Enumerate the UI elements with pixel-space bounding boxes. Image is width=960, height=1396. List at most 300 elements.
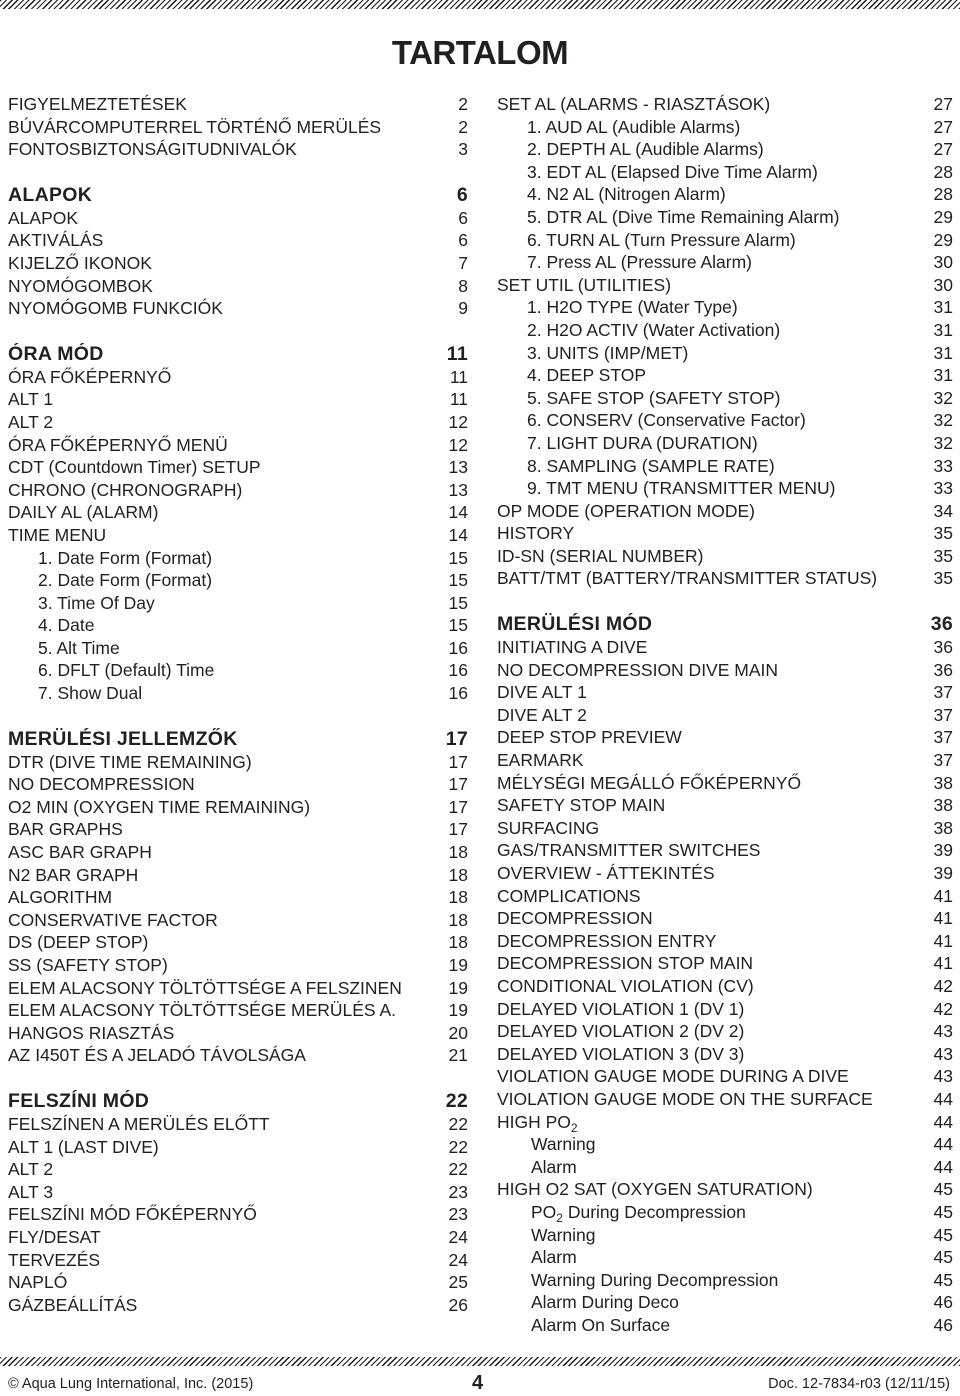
toc-entry-page-number: 15: [448, 615, 468, 636]
toc-entry[interactable]: [497, 1133, 953, 1156]
toc-entry-page-number: 16: [448, 660, 468, 681]
toc-entry-label: [8, 138, 297, 161]
toc-entry-label: [497, 704, 587, 727]
toc-entry[interactable]: [497, 1065, 953, 1088]
toc-entry-label-text: ALT 3: [8, 1181, 54, 1202]
toc-entry-label: [497, 455, 775, 478]
toc-entry[interactable]: [8, 297, 468, 320]
toc-entry-label-text: ELEM ALACSONY TÖLTÖTTSÉGE A FELSZINEN: [8, 977, 402, 998]
toc-entry[interactable]: [497, 726, 953, 749]
toc-entry[interactable]: [497, 1314, 953, 1337]
toc-entry-label-text: HISTORY: [497, 523, 575, 544]
toc-entry[interactable]: [8, 1226, 468, 1249]
toc-entry-page-number: 35: [933, 523, 953, 544]
toc-entry-label: [8, 388, 53, 411]
toc-entry[interactable]: [8, 479, 468, 502]
toc-entry-label: [497, 138, 764, 161]
toc-entry-page-number: 38: [933, 817, 953, 838]
toc-entry[interactable]: [8, 252, 468, 275]
toc-entry-page-number: 44: [933, 1134, 953, 1155]
toc-entry[interactable]: [8, 547, 468, 570]
toc-entry-label: [8, 501, 158, 524]
toc-entry-label: [8, 1181, 53, 1204]
bottom-hatch-border: [0, 1357, 960, 1366]
toc-entry-label: [497, 274, 671, 297]
toc-entry-label: [8, 614, 94, 637]
toc-entry[interactable]: [497, 794, 953, 817]
toc-entry[interactable]: [8, 207, 468, 230]
toc-entry-label-text: NYOMÓGOMB FUNKCIÓK: [8, 298, 223, 319]
toc-entry[interactable]: [497, 138, 953, 161]
toc-entry-page-number: 22: [448, 1113, 468, 1134]
toc-entry[interactable]: [8, 886, 468, 909]
toc-entry-label: [497, 1065, 849, 1088]
toc-entry-label-text: TIME MENU: [8, 524, 107, 545]
footer-page-number: 4: [472, 1372, 484, 1394]
toc-entry[interactable]: [497, 116, 953, 139]
toc-entry-page-number: 18: [448, 864, 468, 885]
toc-entry-page-number: 31: [933, 342, 953, 363]
toc-entry[interactable]: [8, 592, 468, 615]
toc-entry-label: [8, 207, 78, 230]
toc-entry-label-text: SET AL (ALARMS - RIASZTÁSOK): [497, 94, 771, 114]
toc-entry-page-number: 45: [933, 1247, 953, 1268]
toc-entry[interactable]: [8, 1044, 468, 1067]
section-gap: [497, 590, 953, 613]
toc-entry[interactable]: [497, 1201, 953, 1224]
toc-entry-label-text: ALT 1: [8, 389, 54, 410]
toc-entry-label-text: DS (DEEP STOP): [8, 932, 149, 953]
toc-entry[interactable]: [497, 522, 953, 545]
toc-entry-label-text: Warning: [531, 1224, 596, 1245]
toc-entry[interactable]: [497, 274, 953, 297]
toc-entry-label: [8, 818, 123, 841]
toc-entry-label: [497, 659, 778, 682]
toc-entry[interactable]: [8, 116, 468, 139]
toc-entry[interactable]: [8, 1181, 468, 1204]
toc-entry[interactable]: [8, 1249, 468, 1272]
toc-entry[interactable]: [497, 387, 953, 410]
toc-entry-label-text: DIVE ALT 1: [497, 682, 587, 703]
toc-section-heading[interactable]: [8, 728, 468, 751]
toc-entry[interactable]: [497, 704, 953, 727]
toc-entry-label: [497, 613, 652, 636]
toc-entry-label: [497, 839, 760, 862]
section-gap: [8, 1067, 468, 1090]
toc-entry-label-text: CDT (Countdown Timer) SETUP: [8, 457, 261, 478]
toc-entry-label-text: BAR GRAPHS: [8, 819, 123, 840]
toc-entry[interactable]: [8, 456, 468, 479]
toc-entry[interactable]: [8, 909, 468, 932]
toc-entry-page-number: 30: [933, 252, 953, 273]
toc-entry-page-number: 17: [448, 751, 468, 772]
toc-entry-page-number: 24: [448, 1226, 468, 1247]
toc-entry-label: [8, 1158, 53, 1181]
toc-entry-label: [497, 500, 755, 523]
toc-entry-label-text: ÓRA MÓD: [8, 342, 104, 365]
toc-entry-label: [497, 1291, 679, 1314]
toc-entry-label: [8, 297, 223, 320]
toc-entry-label-text: NYOMÓGOMBOK: [8, 275, 153, 296]
toc-entry-label: [8, 434, 228, 457]
toc-entry[interactable]: [497, 364, 953, 387]
toc-entry-label-text: 2. Date Form (Format): [38, 570, 213, 591]
toc-entry-page-number: 29: [933, 206, 953, 227]
toc-entry-label-suffix: During Decompression: [562, 1201, 746, 1222]
toc-entry-label-text: 7. LIGHT DURA (DURATION): [527, 432, 758, 453]
toc-entry-label: [497, 545, 703, 568]
toc-entry-label: [8, 977, 402, 1000]
toc-entry[interactable]: [497, 1020, 953, 1043]
toc-entry-label: [497, 1224, 596, 1247]
toc-entry-label-text: CONSERVATIVE FACTOR: [8, 909, 218, 930]
toc-entry-label-text: Alarm: [531, 1247, 577, 1268]
toc-entry-label: [497, 930, 716, 953]
toc-entry[interactable]: [8, 1136, 468, 1159]
toc-entry-page-number: 43: [933, 1021, 953, 1042]
toc-entry-page-number: 41: [933, 885, 953, 906]
toc-entry-page-number: 17: [448, 819, 468, 840]
toc-entry-page-number: 15: [448, 570, 468, 591]
toc-entry-label-text: DELAYED VIOLATION 1 (DV 1): [497, 998, 745, 1019]
toc-entry-label-text: 5. SAFE STOP (SAFETY STOP): [527, 387, 781, 408]
toc-entry-label: [497, 1246, 577, 1269]
toc-entry-page-number: 18: [448, 887, 468, 908]
toc-entry-label: [497, 1314, 670, 1337]
toc-entry-label-text: MERÜLÉSI JELLEMZŐK: [8, 727, 238, 750]
toc-entry[interactable]: [8, 637, 468, 660]
toc-entry-label: [497, 229, 796, 252]
toc-entry-page-number: 21: [448, 1045, 468, 1066]
toc-entry-page-number: 38: [933, 795, 953, 816]
toc-entry-page-number: 18: [448, 842, 468, 863]
toc-entry-label-text: 4. Date: [38, 615, 95, 636]
toc-entry-label: [8, 1271, 67, 1294]
footer-copyright: © Aqua Lung International, Inc. (2015): [8, 1376, 254, 1392]
toc-entry-page-number: 32: [933, 410, 953, 431]
toc-entry-page-number: 27: [933, 94, 953, 114]
toc-section-heading[interactable]: [8, 343, 468, 366]
toc-entry-label-text: 7. Show Dual: [38, 683, 143, 704]
toc-entry-label-text: FELSZÍNI MÓD: [8, 1089, 150, 1112]
toc-entry[interactable]: [497, 455, 953, 478]
toc-entry[interactable]: [8, 275, 468, 298]
toc-entry[interactable]: [497, 659, 953, 682]
toc-entry-label: [497, 1178, 813, 1201]
toc-entry-label-text: GAS/TRANSMITTER SWITCHES: [497, 840, 761, 861]
toc-entry-page-number: 6: [458, 207, 468, 228]
toc-entry-label: [497, 794, 665, 817]
toc-entry[interactable]: [497, 907, 953, 930]
toc-entry-page-number: 14: [448, 524, 468, 545]
toc-entry[interactable]: [497, 1111, 953, 1134]
toc-entry-label: [497, 251, 752, 274]
toc-entry[interactable]: [8, 229, 468, 252]
toc-entry-label: [8, 954, 168, 977]
toc-entry-page-number: 41: [933, 953, 953, 974]
toc-entry-page-number: 20: [448, 1022, 468, 1043]
toc-entry-label: [8, 1113, 270, 1136]
toc-entry[interactable]: [497, 1088, 953, 1111]
toc-entry[interactable]: [497, 183, 953, 206]
toc-entry-label: [497, 364, 646, 387]
toc-entry-label-text: 1. AUD AL (Audible Alarms): [527, 116, 741, 137]
toc-entry-page-number: 11: [449, 366, 468, 387]
toc-entry[interactable]: [497, 1291, 953, 1314]
toc-entry[interactable]: [8, 1113, 468, 1136]
toc-entry[interactable]: [8, 954, 468, 977]
toc-entry-label: [8, 864, 138, 887]
toc-entry[interactable]: [8, 1271, 468, 1294]
toc-entry-page-number: 34: [933, 500, 953, 521]
toc-entry[interactable]: [497, 477, 953, 500]
toc-entry-label: [8, 909, 218, 932]
toc-entry-page-number: 46: [933, 1292, 953, 1313]
toc-entry-label: [497, 1133, 596, 1156]
toc-entry-label: [8, 93, 187, 116]
toc-entry-page-number: 22: [448, 1159, 468, 1180]
toc-entry[interactable]: [8, 524, 468, 547]
toc-entry-label: [8, 999, 396, 1022]
toc-entry[interactable]: [497, 93, 953, 116]
toc-entry-label: [497, 116, 740, 139]
toc-entry-label: [8, 275, 153, 298]
toc-entry-page-number: 18: [448, 909, 468, 930]
toc-entry-page-number: 37: [933, 704, 953, 725]
toc-entry-label: [497, 1088, 873, 1111]
toc-entry-page-number: 45: [933, 1201, 953, 1222]
toc-entry[interactable]: [8, 411, 468, 434]
toc-entry-label-text: 3. Time Of Day: [38, 592, 155, 613]
toc-entry-label-text: TERVEZÉS: [8, 1249, 101, 1270]
toc-entry[interactable]: [497, 251, 953, 274]
toc-entry-label: [497, 862, 715, 885]
toc-entry[interactable]: [8, 751, 468, 774]
toc-entry-label: [497, 206, 840, 229]
toc-entry[interactable]: [497, 772, 953, 795]
toc-entry-page-number: 45: [933, 1269, 953, 1290]
toc-entry-label: [497, 409, 806, 432]
toc-entry-label-text: DECOMPRESSION STOP MAIN: [497, 953, 754, 974]
toc-entry-page-number: 37: [933, 750, 953, 771]
toc-entry-page-number: 42: [933, 998, 953, 1019]
toc-section-heading[interactable]: [8, 184, 468, 207]
toc-entry-page-number: 32: [933, 387, 953, 408]
toc-entry-label: [8, 524, 106, 547]
toc-entry-label: [497, 636, 647, 659]
toc-entry-label: [8, 751, 252, 774]
toc-entry-page-number: 28: [933, 161, 953, 182]
toc-entry[interactable]: [8, 659, 468, 682]
toc-entry-page-number: 9: [458, 298, 468, 319]
toc-entry[interactable]: [497, 161, 953, 184]
toc-entry-label-text: GÁZBEÁLLÍTÁS: [8, 1294, 138, 1315]
toc-entry[interactable]: [8, 931, 468, 954]
toc-entry[interactable]: [497, 839, 953, 862]
toc-entry[interactable]: [8, 569, 468, 592]
section-gap: [8, 161, 468, 184]
toc-entry-page-number: 22: [448, 1136, 468, 1157]
toc-entry-label-text: 2. DEPTH AL (Audible Alarms): [527, 139, 764, 160]
toc-entry-label: [497, 1020, 744, 1043]
toc-entry[interactable]: [8, 1294, 468, 1317]
toc-entry-page-number: 23: [448, 1204, 468, 1225]
toc-entry-label-text: HANGOS RIASZTÁS: [8, 1022, 175, 1043]
toc-entry-label-text: 4. N2 AL (Nitrogen Alarm): [527, 184, 726, 205]
toc-entry[interactable]: [8, 999, 468, 1022]
toc-entry-label-text: KIJELZŐ IKONOK: [8, 252, 152, 273]
toc-entry-page-number: 13: [448, 479, 468, 500]
toc-entry[interactable]: [497, 749, 953, 772]
toc-entry-label: [497, 161, 818, 184]
toc-entry-label-text: BATT/TMT (BATTERY/TRANSMITTER STATUS): [497, 568, 878, 589]
toc-entry-label: [8, 1022, 174, 1045]
toc-entry-label-text: VIOLATION GAUGE MODE ON THE SURFACE: [497, 1088, 873, 1109]
toc-entry[interactable]: [8, 93, 468, 116]
toc-entry-label: [8, 456, 261, 479]
toc-entry-page-number: 22: [445, 1089, 468, 1112]
toc-entry-page-number: 6: [458, 230, 468, 251]
toc-entry-page-number: 16: [448, 683, 468, 704]
toc-entry[interactable]: [8, 366, 468, 389]
toc-entry-label-text: FELSZÍNEN A MERÜLÉS ELŐTT: [8, 1113, 270, 1134]
toc-entry-label-text: Warning: [531, 1134, 596, 1155]
toc-entry-label-text: CONDITIONAL VIOLATION (CV): [497, 975, 754, 996]
toc-entry-label: [8, 479, 242, 502]
toc-entry[interactable]: [497, 432, 953, 455]
toc-entry[interactable]: [8, 1158, 468, 1181]
toc-entry-label-text: ÓRA FŐKÉPERNYŐ MENÜ: [8, 434, 228, 455]
toc-entry[interactable]: [8, 796, 468, 819]
toc-entry[interactable]: [497, 1043, 953, 1066]
toc-entry[interactable]: [497, 952, 953, 975]
toc-entry[interactable]: [8, 818, 468, 841]
toc-entry-page-number: 45: [933, 1179, 953, 1200]
toc-entry-label: [8, 116, 381, 139]
toc-entry[interactable]: [497, 342, 953, 365]
toc-entry-label: [497, 681, 587, 704]
toc-entry[interactable]: [8, 682, 468, 705]
toc-entry-label: [8, 343, 104, 366]
toc-entry[interactable]: [497, 817, 953, 840]
toc-entry-label-text: OVERVIEW - ÁTTEKINTÉS: [497, 863, 715, 883]
toc-entry-page-number: 2: [458, 116, 468, 137]
toc-entry-page-number: 28: [933, 184, 953, 205]
toc-entry-page-number: 17: [448, 774, 468, 795]
toc-entry-page-number: 19: [448, 1000, 468, 1021]
toc-entry-page-number: 37: [933, 727, 953, 748]
toc-entry-label: [497, 432, 758, 455]
toc-entry-label-text: DIVE ALT 2: [497, 704, 587, 725]
toc-entry[interactable]: [8, 138, 468, 161]
toc-entry-label-text: ALAPOK: [8, 207, 79, 228]
toc-entry-label-text: Alarm: [531, 1156, 577, 1177]
toc-entry-page-number: 33: [933, 478, 953, 499]
toc-entry[interactable]: [497, 206, 953, 229]
toc-entry[interactable]: [8, 1022, 468, 1045]
toc-entry[interactable]: [497, 862, 953, 885]
toc-entry-label: [8, 637, 120, 660]
toc-entry[interactable]: [8, 388, 468, 411]
toc-entry-label-text: ASC BAR GRAPH: [8, 842, 152, 863]
toc-entry[interactable]: [8, 1203, 468, 1226]
toc-entry[interactable]: [497, 975, 953, 998]
toc-entry[interactable]: [497, 681, 953, 704]
toc-entry-page-number: 6: [456, 183, 468, 206]
toc-entry-label: [497, 749, 584, 772]
toc-entry-label-text: Alarm On Surface: [531, 1314, 671, 1335]
toc-entry-page-number: 14: [448, 502, 468, 523]
toc-entry[interactable]: [8, 864, 468, 887]
toc-entry-label-text: HIGH PO: [497, 1111, 571, 1132]
toc-entry[interactable]: [497, 1269, 953, 1292]
toc-entry-label: [8, 1294, 137, 1317]
toc-entry-label-text: 6. CONSERV (Conservative Factor): [527, 410, 806, 431]
toc-entry-label: [497, 817, 599, 840]
page-title: TARTALOM: [391, 34, 569, 71]
toc-entry-label-text: 6. TURN AL (Turn Pressure Alarm): [527, 229, 796, 250]
toc-entry-label-text: N2 BAR GRAPH: [8, 864, 139, 885]
toc-entry[interactable]: [8, 434, 468, 457]
section-gap: [8, 705, 468, 728]
toc-entry-label-text: DECOMPRESSION ENTRY: [497, 930, 717, 951]
toc-entry[interactable]: [8, 501, 468, 524]
toc-entry[interactable]: [497, 998, 953, 1021]
toc-entry-label: [497, 387, 781, 410]
toc-entry[interactable]: [8, 977, 468, 1000]
toc-entry-label-text: SET UTIL (UTILITIES): [497, 274, 672, 295]
toc-entry-label: [8, 184, 92, 207]
toc-entry[interactable]: [497, 500, 953, 523]
toc-entry-label: [497, 1156, 577, 1179]
toc-section-heading[interactable]: [8, 1090, 468, 1113]
toc-entry-page-number: 29: [933, 229, 953, 250]
toc-entry[interactable]: [497, 409, 953, 432]
toc-entry[interactable]: [497, 930, 953, 953]
toc-entry-label-text: DTR (DIVE TIME REMAINING): [8, 751, 252, 772]
toc-entry-label: [8, 659, 214, 682]
toc-entry[interactable]: [8, 773, 468, 796]
toc-entry[interactable]: [497, 1156, 953, 1179]
toc-entry[interactable]: [8, 614, 468, 637]
toc-left-column: [8, 93, 468, 1316]
toc-entry-page-number: 18: [448, 932, 468, 953]
toc-entry[interactable]: [8, 841, 468, 864]
toc-entry[interactable]: [497, 1246, 953, 1269]
toc-entry-label: [497, 998, 744, 1021]
toc-entry[interactable]: [497, 229, 953, 252]
toc-entry-page-number: 42: [933, 975, 953, 996]
toc-entry[interactable]: [497, 636, 953, 659]
toc-entry-page-number: 33: [933, 455, 953, 476]
toc-entry[interactable]: [497, 567, 953, 590]
toc-entry[interactable]: [497, 545, 953, 568]
toc-entry-label-text: ÓRA FŐKÉPERNYŐ: [8, 366, 172, 387]
toc-entry-label-text: 2. H2O ACTIV (Water Activation): [527, 319, 781, 340]
toc-entry-label-text: 3. UNITS (IMP/MET): [527, 342, 689, 363]
toc-entry[interactable]: [497, 296, 953, 319]
toc-entry-label-text: NAPLÓ: [8, 1272, 68, 1293]
toc-entry[interactable]: [497, 319, 953, 342]
toc-entry[interactable]: [497, 885, 953, 908]
toc-entry-label: [8, 366, 171, 389]
toc-entry[interactable]: [497, 1178, 953, 1201]
toc-entry-label-text: 5. Alt Time: [38, 637, 120, 658]
toc-section-heading[interactable]: [497, 613, 953, 636]
top-hatch-border: [0, 0, 960, 9]
toc-entry-page-number: 27: [933, 139, 953, 160]
toc-entry-label: [8, 1044, 306, 1067]
